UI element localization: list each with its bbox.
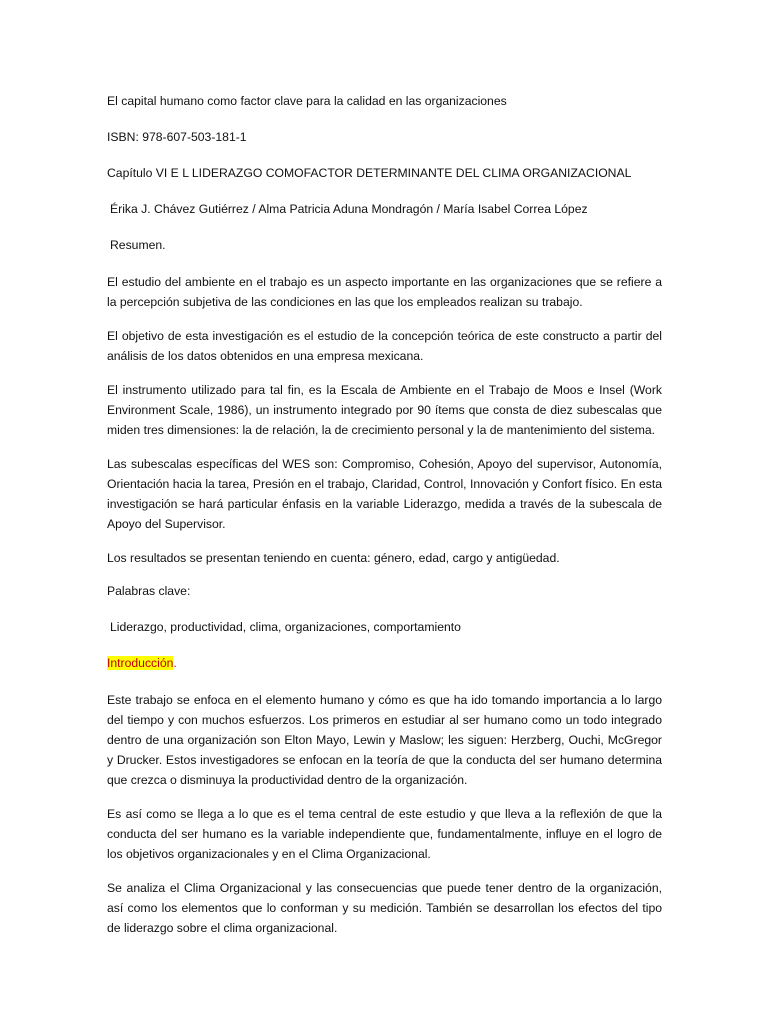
abstract-paragraph-1: El estudio del ambiente en el trabajo es un aspecto importante en las organizaciones que se refiere a la percepción subjetiva de las condiciones en las que los empleados realizan su trabajo. — [107, 275, 662, 309]
chapter-title: Capítulo VI E L LIDERAZGO COMOFACTOR DETERMINANTE DEL CLIMA ORGANIZACIONAL — [107, 166, 632, 180]
resumen-label: Resumen. — [110, 238, 166, 252]
document-page — [107, 92, 662, 952]
intro-paragraph-3: Se analiza el Clima Organizacional y las consecuencias que puede tener dentro de la organización, así como los elementos que lo conforman y su medición. También se desarrollan los efectos del tipo de liderazgo sobre el clima organizacional. — [107, 881, 662, 935]
keywords-label: Palabras clave: — [107, 584, 191, 598]
intro-heading — [107, 654, 662, 672]
book-title: El capital humano como factor clave para la calidad en las organizaciones — [107, 94, 507, 108]
isbn: ISBN: 978-607-503-181-1 — [107, 130, 247, 144]
intro-heading-period: . — [173, 656, 177, 670]
intro-paragraph-1: Este trabajo se enfoca en el elemento humano y cómo es que ha ido tomando importancia a lo largo del tiempo y con muchos esfuerzos. Los primeros en estudiar al ser humano como un todo integrado dentro de una organización son Elton Mayo, Lewin y Maslow; les siguen: Herzberg, Ouchi, McGregor y Drucker. Estos investigadores se enfocan en la teoría de que la conducta del ser humano determina que crezca o disminuya la productividad dentro de la organización. — [107, 693, 662, 787]
authors: Érika J. Chávez Gutiérrez / Alma Patricia Aduna Mondragón / María Isabel Correa López — [110, 202, 588, 216]
abstract-paragraph-5: Los resultados se presentan teniendo en cuenta: género, edad, cargo y antigüedad. — [107, 551, 560, 565]
abstract-paragraph-2: El objetivo de esta investigación es el estudio de la concepción teórica de este constructo a partir del análisis de los datos obtenidos en una empresa mexicana. — [107, 329, 662, 363]
intro-heading-text: Introducción — [107, 656, 174, 670]
intro-paragraph-2: Es así como se llega a lo que es el tema central de este estudio y que lleva a la reflexión de que la conducta del ser humano es la variable independiente que, fundamentalmente, influye en el logro de los objetivos organizacionales y en el Clima Organizacional. — [107, 807, 662, 861]
abstract-paragraph-4: Las subescalas específicas del WES son: Compromiso, Cohesión, Apoyo del supervisor, Autonomía, Orientación hacia la tarea, Presión en el trabajo, Claridad, Control, Innovación y Confort físico. En esta investigación se hará particular énfasis en la variable Liderazgo, medida a través de la subescala de Apoyo del Supervisor. — [107, 457, 662, 531]
abstract-paragraph-3: El instrumento utilizado para tal fin, es la Escala de Ambiente en el Trabajo de Moos e Insel (Work Environment Scale, 1986), un instrumento integrado por 90 ítems que consta de diez subescalas que miden tres dimensiones: la de relación, la de crecimiento personal y la de mantenimiento del sistema. — [107, 383, 662, 437]
keywords: Liderazgo, productividad, clima, organizaciones, comportamiento — [110, 620, 461, 634]
